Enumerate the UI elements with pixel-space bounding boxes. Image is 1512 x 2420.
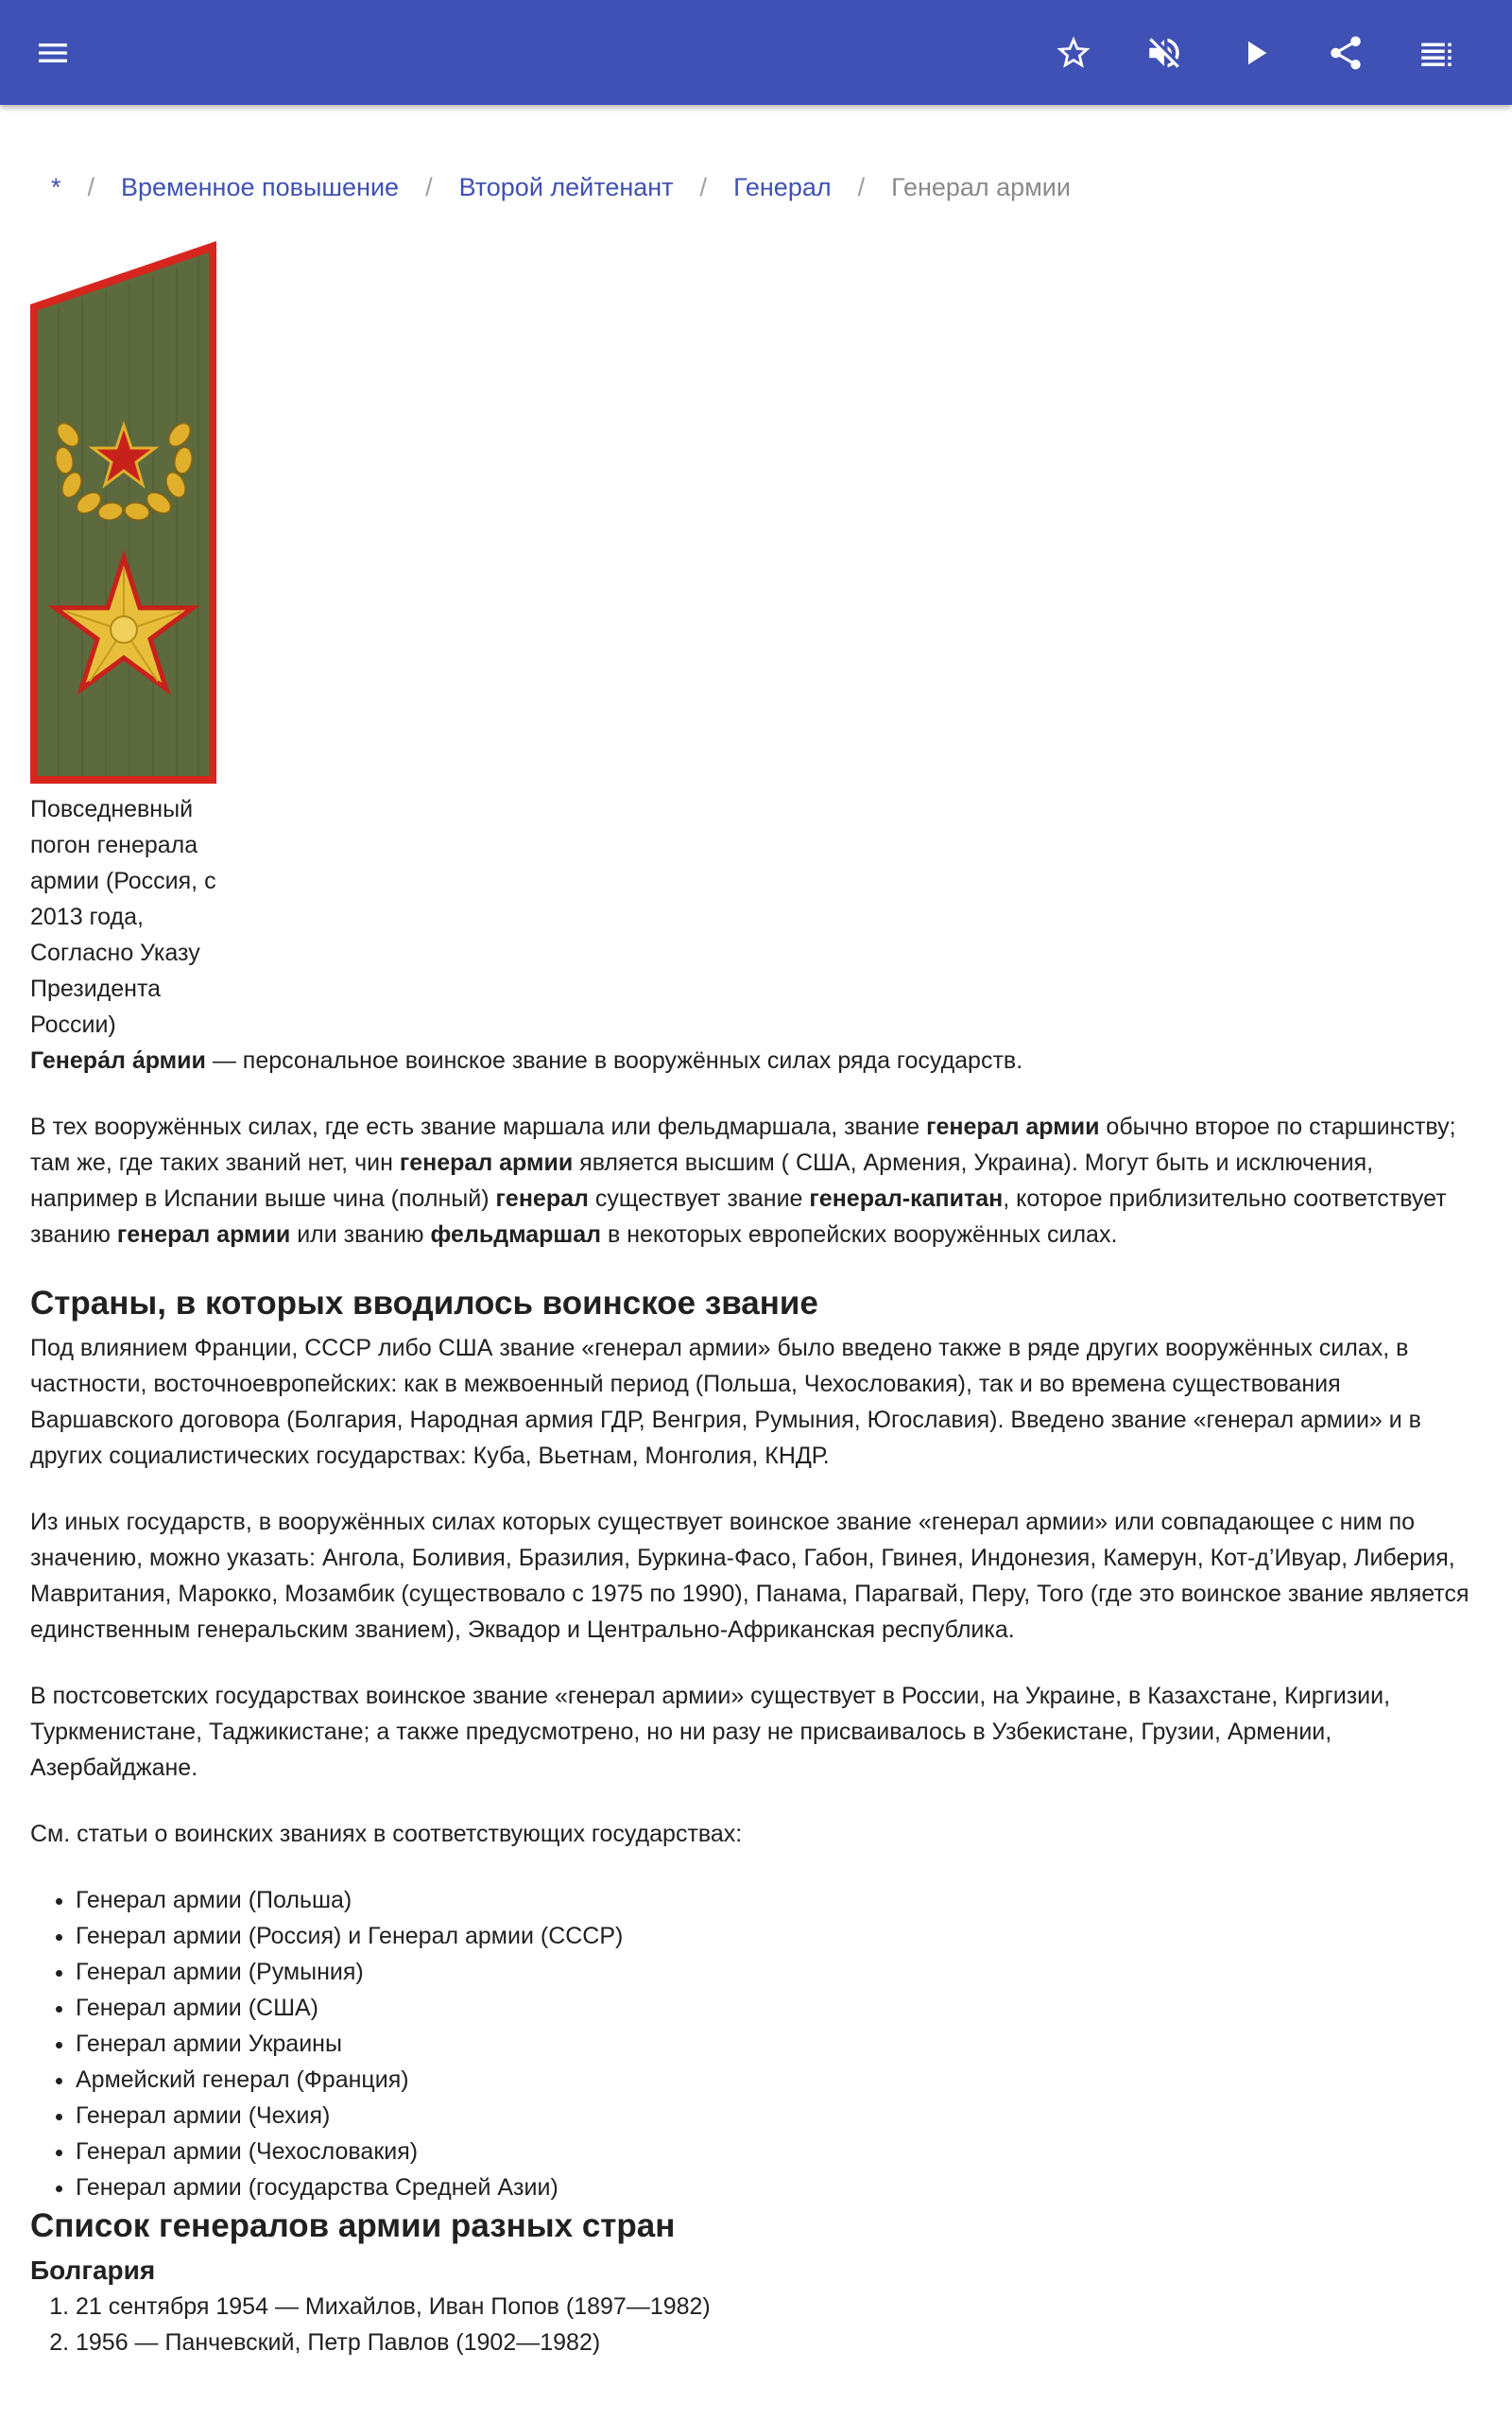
see-also-link[interactable]: Генерал армии (Румыния) [76,1959,364,1985]
breadcrumb-home[interactable]: * [51,173,61,201]
breadcrumb-separator: / [857,173,866,201]
article-term: Генера́л а́рмии [30,1047,206,1074]
list-item [76,1918,1486,1954]
mute-button[interactable] [1134,23,1194,83]
menu-button[interactable] [23,23,83,83]
generals-list-bulgaria [30,2289,1486,2360]
subheading-bulgaria: Болгария [30,2256,156,2285]
breadcrumb-item-second-lieutenant[interactable]: Второй лейтенант [458,173,674,201]
section-heading-countries: Страны, в которых вводилось воинское звание [30,1285,818,1322]
playlist-icon [1417,33,1456,73]
text-run: существует звание [588,1185,810,1212]
app-bar [0,0,1512,105]
list-item [76,2098,1486,2134]
list-item [76,2325,1486,2360]
see-also-link[interactable]: Генерал армии (Россия) и Генерал армии (СССР) [76,1923,624,1949]
text-run: В тех вооружённых силах, где есть звание маршала или фельдмаршала, звание [30,1114,927,1140]
share-button[interactable] [1315,23,1376,83]
paragraph-other-states: Из иных государств, в вооружённых силах которых существует воинское звание «генерал армии» или совпадающее с ним по значению, можно указать: Ангола, Боливия, Бразилия, Буркина-Фасо, Габон, Гвинея, Индонезия, Камерун, Кот-д’Ивуар, Либерия, Мавритания, Марокко, Мозамбик (существовало с 1975 по 1990), Панама, Парагвай, Перу, Того (где это воинское звание является единственным генеральским званием), Эквадор и Центрально-Африканская республика. [30,1509,1469,1643]
list-item [76,1954,1486,1990]
play-button[interactable] [1225,23,1285,83]
general-link[interactable]: 21 сентября 1954 — Михайлов, Иван Попов (1897—1982) [76,2293,711,2320]
breadcrumb-separator: / [425,173,433,201]
section-heading-generals-list: Список генералов армии разных стран [30,2207,676,2244]
breadcrumb-separator: / [699,173,708,201]
breadcrumb-separator: / [87,173,95,201]
see-also-list [30,1882,1486,2205]
volume-off-icon [1144,33,1184,73]
bold-term: генерал [495,1185,589,1212]
article-figure [30,241,229,1043]
general-link[interactable]: 1956 — Панчевский, Петр Павлов (1902—1982) [76,2329,601,2356]
text-run: является высшим ( США, Армения, Украина). Могут быть и исключения, например в Испании выше чина (полный) [30,1150,1374,1212]
list-item [76,1990,1486,2026]
share-icon [1326,33,1366,73]
bold-term: генерал армии [116,1221,291,1248]
paragraph-rank-order [30,1109,1486,1253]
shoulder-board-image[interactable] [30,241,219,784]
see-also-link[interactable]: Генерал армии (США) [76,1995,318,2021]
see-also-link[interactable]: Генерал армии (государства Средней Азии) [76,2174,558,2201]
see-also-link[interactable]: Генерал армии (Чехословакия) [76,2138,419,2165]
bold-term: генерал армии [926,1114,1100,1140]
text-run: в некоторых европейских вооружённых силах. [601,1221,1118,1248]
list-item [76,2062,1486,2098]
paragraph-see-also: См. статьи о воинских званиях в соответствующих государствах: [30,1821,743,1847]
figure-caption: Повседневный погон генерала армии (Россия, с 2013 года, Согласно Указу Президента России) [30,796,216,1038]
list-item [76,2289,1486,2325]
contents-button[interactable] [1406,23,1467,83]
paragraph-influence: Под влиянием Франции, СССР либо США звание «генерал армии» было введено также в ряде других вооружённых силах, в частности, восточноевропейских: как в межвоенный период (Польша, Чехословакия), так и во времена существования Варшавского договора (Болгария, Народная армия ГДР, Венгрия, Румыния, Югославия). Введено звание «генерал армии» и в других социалистических государствах: Куба, Вьетнам, Монголия, КНДР. [30,1335,1421,1469]
list-item [76,2134,1486,2169]
paragraph-post-soviet: В постсоветских государствах воинское звание «генерал армии» существует в России, на Украине, в Казахстане, Киргизии, Туркменистане, Таджикистане; а также предусмотрено, но ни разу не присваивалось в Узбекистане, Грузии, Армении, Азербайджане. [30,1683,1391,1781]
menu-icon [34,34,72,72]
see-also-link[interactable]: Генерал армии (Чехия) [76,2102,331,2129]
text-run: , которое приблизительно соответствует званию [30,1185,1447,1248]
list-item [76,2026,1486,2062]
bold-term: фельдмаршал [430,1221,602,1248]
play-icon [1235,33,1275,73]
star-outline-icon [1054,33,1093,73]
intro-paragraph [30,1043,1486,1079]
text-run: или званию [290,1221,431,1248]
intro-definition: — персональное воинское звание в вооружённых силах ряда государств. [205,1047,1023,1074]
breadcrumb-current: Генерал армии [891,173,1071,201]
list-item [76,1882,1486,1918]
bold-term: генерал армии [399,1150,574,1176]
breadcrumb-item-temporary-promotion[interactable]: Временное повышение [121,173,400,201]
see-also-link[interactable]: Генерал армии Украины [76,2031,342,2057]
breadcrumb-item-general[interactable]: Генерал [733,173,832,201]
breadcrumb [51,168,1071,206]
bold-term: генерал-капитан [809,1185,1004,1212]
see-also-link[interactable]: Армейский генерал (Франция) [76,2066,409,2093]
text-run: обычно второе по старшинству; там же, где таких званий нет, чин [30,1114,1456,1176]
see-also-link[interactable]: Генерал армии (Польша) [76,1887,352,1913]
article [30,241,1486,2360]
bookmark-button[interactable] [1043,23,1104,83]
list-item [76,2169,1486,2205]
